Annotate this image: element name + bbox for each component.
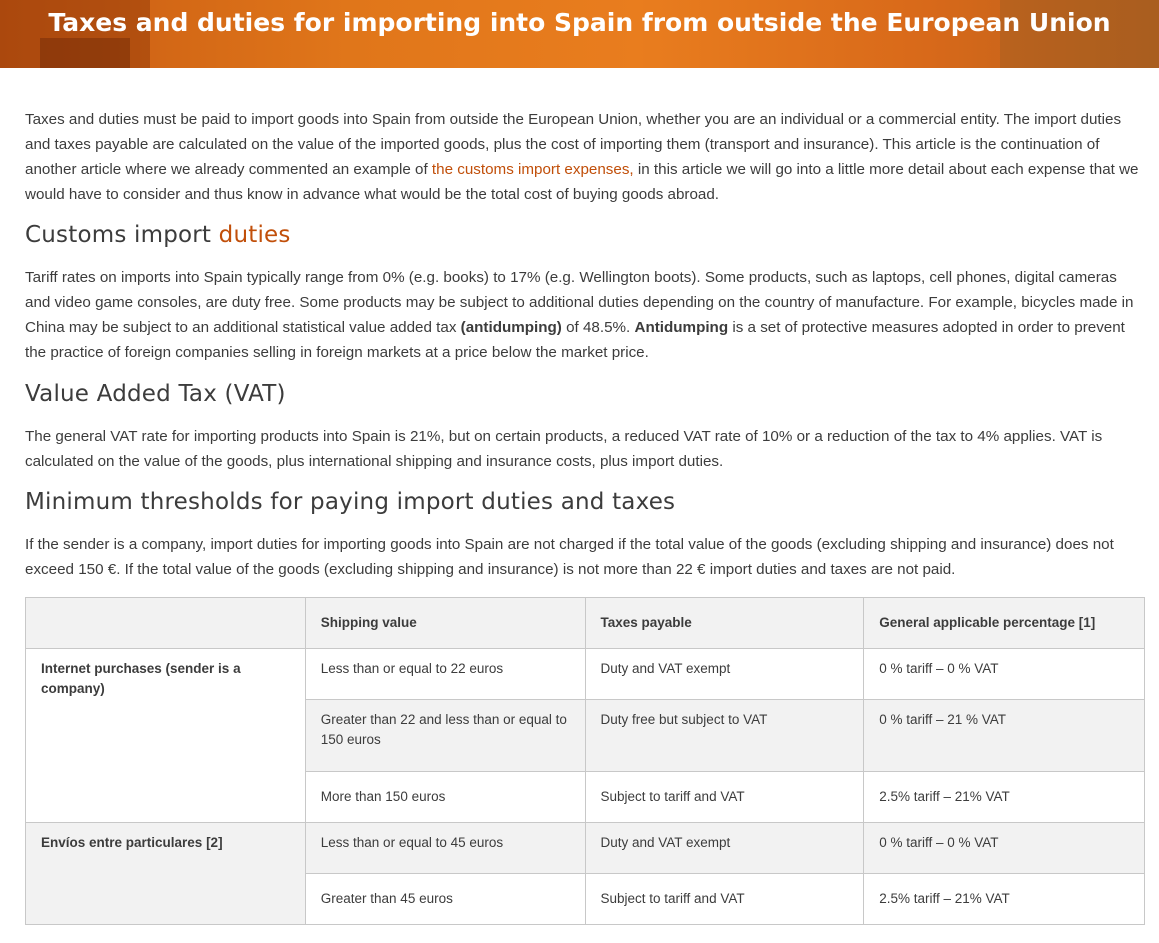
- table-cell: Less than or equal to 45 euros: [305, 823, 585, 874]
- table-cell: Less than or equal to 22 euros: [305, 649, 585, 700]
- antidumping-bold-1: (antidumping): [460, 319, 562, 336]
- vat-heading: Value Added Tax (VAT): [25, 381, 286, 407]
- duties-text-2: of 48.5%.: [561, 319, 635, 336]
- thresholds-table: [25, 597, 1145, 925]
- table-header-cell: [26, 598, 306, 649]
- table-cell: 0 % tariff – 0 % VAT: [864, 649, 1145, 700]
- vat-paragraph: The general VAT rate for importing products into Spain is 21%, but on certain products, a reduced VAT rate of 10% or a reduction of the tax to 4% applies. VAT is calculated on the value of the goods, plus international shipping and insurance costs, plus import duties.: [25, 428, 1103, 470]
- table-header-cell: General applicable percentage [1]: [864, 598, 1145, 649]
- table-cell: More than 150 euros: [305, 772, 585, 823]
- duties-heading: [25, 220, 291, 250]
- duties-heading-accent: duties: [218, 222, 291, 248]
- table-group-cell: Internet purchases (sender is a company): [26, 649, 306, 823]
- table-row: [26, 649, 1145, 700]
- table-cell: Duty free but subject to VAT: [585, 700, 864, 772]
- table-cell: Subject to tariff and VAT: [585, 874, 864, 925]
- duties-text-1: Tariff rates on imports into Spain typically range from 0% (e.g. books) to 17% (e.g. Wellington boots). Some products, such as laptops, cell phones, digital cameras and video game consoles, are duty free. Some products may be subject to additional duties depending on the country of manufacture. For example, bicycles made in China may be subject to an additional statistical value added tax: [25, 269, 1134, 336]
- table-header-cell: Shipping value: [305, 598, 585, 649]
- table-cell: 0 % tariff – 21 % VAT: [864, 700, 1145, 772]
- table-header-row: [26, 598, 1145, 649]
- intro-text-after-link: in this article we will go into a little more detail about each expense that we would have to consider and thus know in advance what would be the total cost of buying goods abroad.: [25, 161, 1139, 203]
- duties-heading-plain: Customs import: [25, 222, 219, 248]
- thresholds-heading: Minimum thresholds for paying import duties and taxes: [25, 489, 676, 515]
- antidumping-bold-2: Antidumping: [634, 319, 729, 336]
- table-cell: 2.5% tariff – 21% VAT: [864, 772, 1145, 823]
- table-cell: Duty and VAT exempt: [585, 649, 864, 700]
- duties-paragraph: [25, 265, 1140, 365]
- intro-paragraph: [25, 107, 1140, 207]
- table-header-cell: Taxes payable: [585, 598, 864, 649]
- customs-expenses-link[interactable]: the customs import expenses,: [431, 161, 634, 178]
- thresholds-paragraph: If the sender is a company, import duties for importing goods into Spain are not charged if the total value of the goods (excluding shipping and insurance) does not exceed 150 €. If the total value of the goods (excluding shipping and insurance) is not more than 22 € import duties and taxes are not paid.: [25, 536, 1114, 578]
- table-cell: Greater than 22 and less than or equal to 150 euros: [305, 700, 585, 772]
- intro-text-before-link: Taxes and duties must be paid to import goods into Spain from outside the European Union, whether you are an individual or a commercial entity. The import duties and taxes payable are calculated on the value of the imported goods, plus the cost of importing them (transport and insurance). This article is the continuation of another article where we already commented an example of: [25, 111, 1122, 178]
- table-cell: 0 % tariff – 0 % VAT: [864, 823, 1145, 874]
- page-title: Taxes and duties for importing into Spain from outside the European Union: [48, 8, 1111, 37]
- table-group-cell: Envíos entre particulares [2]: [26, 823, 306, 925]
- hero-banner: [0, 0, 1159, 68]
- table-cell: Duty and VAT exempt: [585, 823, 864, 874]
- table-cell: Greater than 45 euros: [305, 874, 585, 925]
- table-cell: 2.5% tariff – 21% VAT: [864, 874, 1145, 925]
- table-row: [26, 823, 1145, 874]
- table-cell: Subject to tariff and VAT: [585, 772, 864, 823]
- duties-text-3: is a set of protective measures adopted in order to prevent the practice of foreign companies selling in foreign markets at a price below the market price.: [25, 319, 1125, 361]
- banner-box-shape: [40, 38, 130, 68]
